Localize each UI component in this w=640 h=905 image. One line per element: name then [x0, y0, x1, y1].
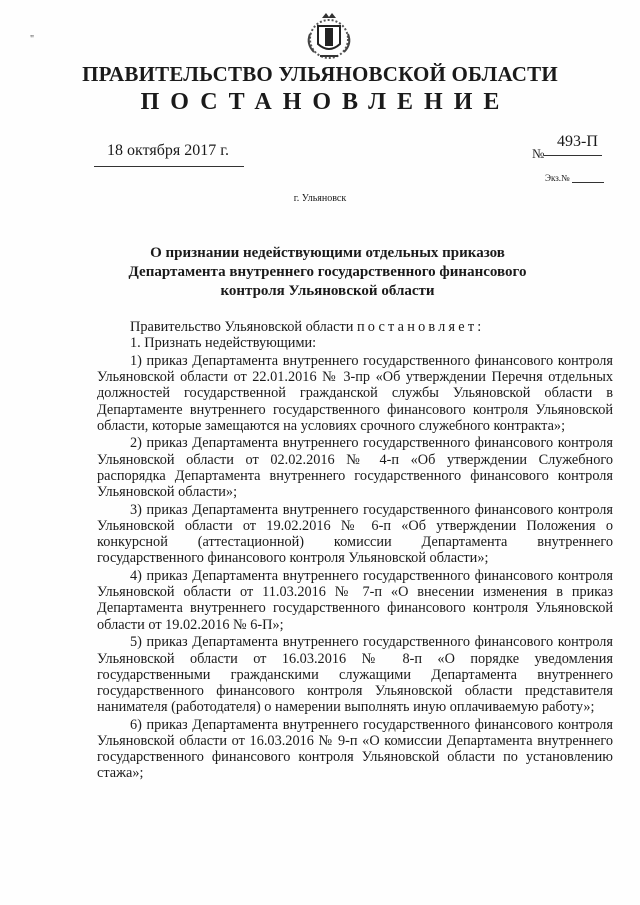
list-item: 4) приказ Департамента внутреннего государственного финансового контроля Ульяновской области от 11.03.2016 № 7-п «О внесении изменения в приказ Департамента внутреннего государственного финансового контроля Ульяновской области от 19.02.2016 № 6-П»;: [97, 568, 613, 633]
date-underline: [94, 166, 244, 167]
decree-heading: О признании недействующими отдельных приказов Департамента внутреннего государственного финансового контроля Ульяновской области: [128, 245, 527, 299]
copy-number-underline: [572, 182, 604, 183]
corner-mark: ": [30, 34, 35, 45]
list-item: 3) приказ Департамента внутреннего государственного финансового контроля Ульяновской области от 19.02.2016 № 6-п «Об утверждении Положения о конкурсной (аттестационной) комиссии Департамента внутреннего государственного финансового контроля Ульяновской области»;: [97, 501, 613, 567]
government-title: ПРАВИТЕЛЬСТВО УЛЬЯНОВСКОЙ ОБЛАСТИ: [82, 62, 558, 86]
number-underline: [544, 155, 602, 156]
document-type-title: ПОСТАНОВЛЕНИЕ: [140, 89, 511, 115]
number-sign: №: [532, 146, 545, 161]
list-item: 6) приказ Департамента внутреннего государственного финансового контроля Ульяновской области от 16.03.2016 № 9-п «О комиссии Департамента внутреннего государственного финансового контроля Ульяновской области по установлению стажа»;: [97, 716, 613, 782]
list-item: 2) приказ Департамента внутреннего государственного финансового контроля Ульяновской области от 02.02.2016 № 4-п «Об утверждении Служебного распорядка Департамента внутреннего государственного финансового контроля Ульяновской области»;: [97, 435, 613, 501]
copy-number-label: Экз.№: [545, 173, 570, 183]
point-one: 1. Признать недействующими:: [130, 335, 317, 352]
intro-verb: постановляет:: [356, 319, 485, 335]
decree-number: 493-П: [557, 133, 598, 150]
city-name: г. Ульяновск: [293, 193, 347, 204]
decree-date: 18 октября 2017 г.: [107, 142, 229, 159]
coat-of-arms-icon: [300, 6, 358, 64]
intro-text: Правительство Ульяновской области: [130, 319, 357, 335]
intro-paragraph: [97, 319, 613, 335]
decree-body: [97, 319, 613, 782]
list-item: 5) приказ Департамента внутреннего государственного финансового контроля Ульяновской области от 16.03.2016 № 8-п «О порядке уведомления государственными гражданскими служащими Департамента внутреннего государственного финансового контроля Ульяновской области представителя нанимателя (работодателя) о намерении выполнять иную оплачиваемую работу»;: [97, 634, 613, 716]
list-item: 1) приказ Департамента внутреннего государственного финансового контроля Ульяновской области от 22.01.2016 № 3-пр «Об утверждении Перечня отдельных должностей государственной гражданской службы Ульяновской области в Департаменте внутреннего государственного финансового контроля Ульяновской области, которые замещаются на условиях срочного служебного контракта»;: [97, 352, 613, 434]
